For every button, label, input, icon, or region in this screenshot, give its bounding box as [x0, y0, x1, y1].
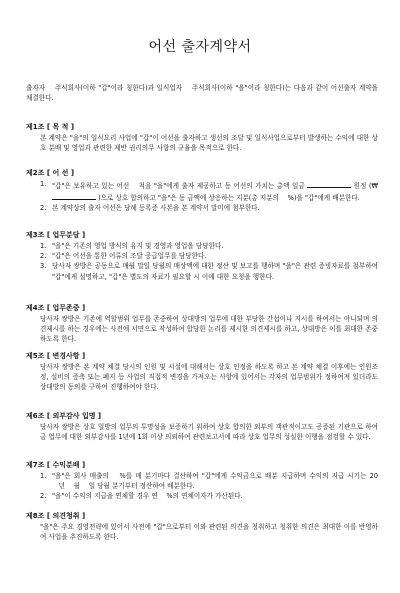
item-text: 당사자 쌍방은 공동으로 매월 말일 당월의 매상액에 대한 정산 및 보고를 행하며 "을"은 관련 증빙자료를 첨부하여 "갑"에게 설명하고, "갑"은 별도의 자료가 필요할 시 이에 대한 요청을 행한다.	[52, 262, 378, 281]
article-5	[26, 351, 378, 393]
list-item	[26, 471, 378, 491]
article-2	[26, 168, 378, 214]
article-heading: 제2조 [ 어 선 ]	[26, 169, 75, 177]
article-body: 본 계약은 "을"의 일식요리 사업에 "갑"이 어선을 출자하고 생선의 조달 및 일식사업으로부터 발생하는 수익에 대한 상호 분배 및 영업과 관련한 제반 권리의무 사항의 규율을 목적으로 한다.	[40, 133, 378, 153]
article-3	[26, 230, 378, 282]
article-body: 당사자 쌍방은 상호 일방의 업무의 투명성을 보증하기 위하여 상호 합의한 외부의 객관적이고도 공증된 기관으로 하여금 업무에 대한 외부감사를 1년에 1회 이상 의뢰하여 관련보고서에 따라 상호 업무의 성실한 이행을 점검할 수 있다.	[40, 422, 378, 442]
article-heading: 제3조 [ 업무분담 ]	[26, 231, 86, 239]
list-item	[26, 261, 378, 281]
list-item	[26, 179, 378, 203]
list-item	[26, 251, 378, 261]
article-heading: 제8조 [ 의견청취 ]	[26, 512, 86, 520]
document-title: 어선 출자계약서	[148, 39, 252, 55]
item-text: "을"이 수익의 지급을 연체할 경우 연 %의 연체이자가 가산된다.	[52, 492, 243, 501]
item-number: 3.	[40, 262, 47, 271]
article-4	[26, 303, 378, 345]
item-number: 1.	[40, 179, 47, 188]
item-text: 원정 (₩	[353, 181, 378, 190]
item-number: 1.	[40, 471, 47, 480]
item-text: "을"은 회사 매출의 %를 매 분기마다 결산하여 "갑"에게 수익금으로 배분 지급하며 수익의 지급 시기는 20 년 월 일 당월 분기부터 정산하여 배분한다.	[52, 471, 378, 491]
amount-blank	[52, 191, 96, 200]
article-heading: 제6조 [ 외부감사 입명 ]	[26, 412, 102, 420]
amount-blank	[307, 179, 351, 188]
article-heading: 제7조 [ 수익분배 ]	[26, 461, 86, 469]
item-text: )으로 상호 합의하고 "을"은 동 금액에 상응하는 지분(총 지분의 %)을 "갑"에게 배분한다.	[98, 194, 360, 203]
article-1	[26, 122, 378, 153]
article-body: "을"은 주요 경영전략에 있어서 사전에 "갑"으로부터 이와 관련된 의견을 청취하고 청취한 의견은 최대한 이를 반영하여 사업을 추진하도록 한다.	[40, 522, 378, 542]
article-6	[26, 411, 378, 442]
item-number: 1.	[40, 241, 47, 250]
list-item	[26, 203, 378, 213]
item-text: "갑"은 어선을 통한 어류의 조달 공급업무를 담당한다.	[52, 252, 207, 261]
intro-paragraph: 출자자 주식회사(이하 "갑"이라 칭한다)과 일식업자 주식회사(이하 "을"이라 칭한다)는 다음과 같이 어선출자 계약을 체결한다.	[26, 84, 378, 103]
article-heading: 제4조 [ 업무존중 ]	[26, 304, 86, 312]
article-heading: 제1조 [ 목 적 ]	[26, 123, 75, 131]
item-number: 2.	[40, 252, 47, 261]
item-text: 본 계약상의 출자 어선은 당해 등록증 사본을 본 계약서 말미에 첨부한다.	[52, 204, 260, 213]
article-body: 당사자 쌍방은 기존에 역할범위 업무를 존중하여 상대방의 업무에 대한 부당한 간섭이나 지시를 하여서는 아니되며 의견제시를 하는 경우에는 사전에 서면으로 작성하여 합당한 논리를 제시한 의견제시를 하고, 상대방은 이를 최대한 존중하도록 한다.	[40, 314, 378, 344]
item-number: 2.	[40, 492, 47, 501]
article-heading: 제5조 [ 변경사항 ]	[26, 352, 86, 360]
list-item	[26, 241, 378, 251]
item-text: "갑"은 보유하고 있는 어선 척을 "을"에게 출자 제공하고 동 어선의 가치는 총액 일금	[52, 181, 305, 190]
article-8	[26, 511, 378, 542]
item-text: "을"은 기존의 영업 방식의 유지 및 경영과 영업을 담당한다.	[52, 241, 224, 250]
item-number: 2.	[40, 204, 47, 213]
article-7	[26, 460, 378, 502]
list-item	[26, 491, 378, 501]
article-body: 당사자 쌍방은 본 계약 체결 당시의 인원 및 시설에 대해서는 상호 인정을 하도록 하고 본 계약 체결 이후에는 인원조정, 설비의 증축 또는 폐지 등 사업의 직접적 변경을 가져오는 사항에 있어서는 각자의 업무범위가 정하여져 있더라도 상대방의 동의를 구하여 진행하여야 한다.	[40, 362, 378, 392]
